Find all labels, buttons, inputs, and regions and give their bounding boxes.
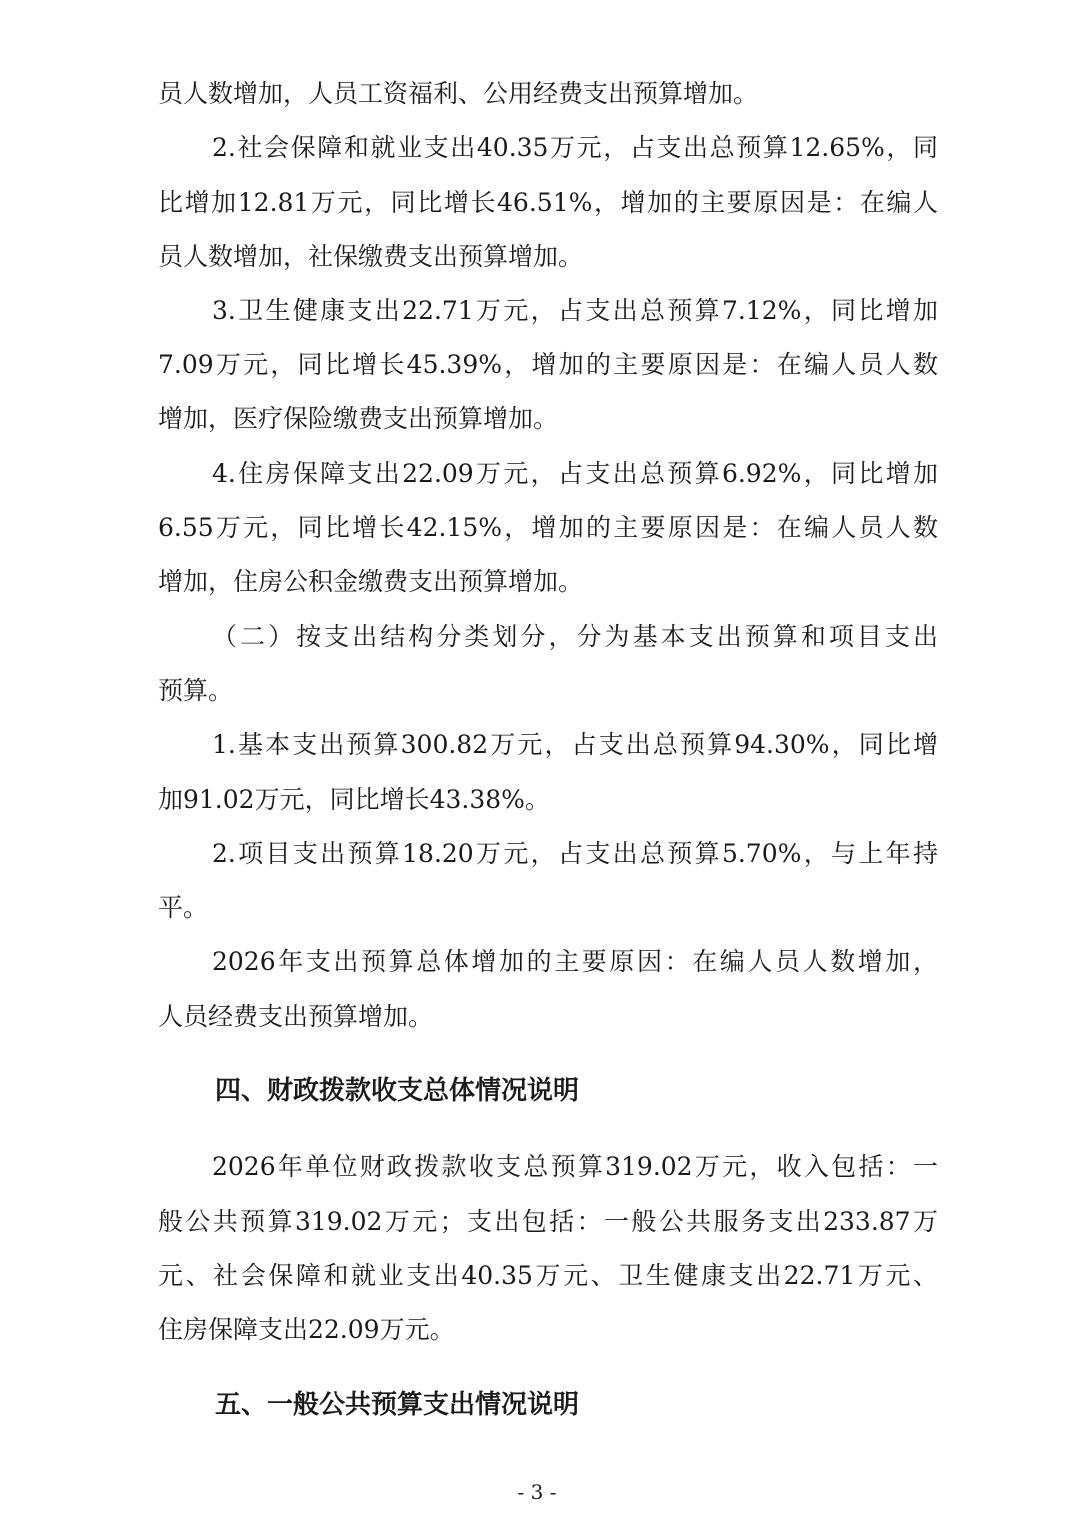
paragraph-line: 2.社会保障和就业支出40.35万元，占支出总预算12.65%，同 [212,133,938,162]
paragraph-line: 2026年单位财政拨款收支总预算319.02万元，收入包括：一 [212,1152,938,1181]
paragraph-line: 4.住房保障支出22.09万元，占支出总预算6.92%，同比增加 [212,459,938,488]
paragraph-line: 2026年支出预算总体增加的主要原因：在编人员人数增加， [212,947,938,976]
paragraph-line: 员人数增加，人员工资福利、公用经费支出预算增加。 [158,79,759,108]
paragraph-line: 2.项目支出预算18.20万元，占支出总预算5.70%，与上年持 [212,839,938,868]
paragraph-line: 6.55万元，同比增长42.15%，增加的主要原因是：在编人员人数 [158,513,938,542]
paragraph-line: 平。 [158,893,209,922]
page-number: - 3 - [517,1480,557,1504]
paragraph-line: 1.基本支出预算300.82万元，占支出总预算94.30%，同比增 [212,730,938,759]
paragraph-line: 7.09万元，同比增长45.39%，增加的主要原因是：在编人员人数 [158,350,938,379]
paragraph-line: 预算。 [158,676,234,705]
paragraph-line: 员人数增加，社保缴费支出预算增加。 [158,242,584,271]
paragraph-line: 元、社会保障和就业支出40.35万元、卫生健康支出22.71万元、 [158,1261,938,1290]
paragraph-line: 住房保障支出22.09万元。 [158,1315,455,1344]
paragraph-line: 人员经费支出预算增加。 [158,1002,434,1031]
paragraph-line: 加91.02万元，同比增长43.38%。 [158,785,550,814]
paragraph-line: （二）按支出结构分类划分，分为基本支出预算和项目支出 [212,622,938,651]
paragraph-line: 3.卫生健康支出22.71万元，占支出总预算7.12%，同比增加 [212,296,938,325]
paragraph-line: 般公共预算319.02万元；支出包括：一般公共服务支出233.87万 [158,1207,938,1236]
paragraph-line: 比增加12.81万元，同比增长46.51%，增加的主要原因是：在编人 [158,188,938,217]
paragraph-line: 增加，住房公积金缴费支出预算增加。 [158,567,584,596]
section-heading: 五、一般公共预算支出情况说明 [215,1390,580,1420]
section-heading: 四、财政拨款收支总体情况说明 [215,1076,580,1106]
paragraph-line: 增加，医疗保险缴费支出预算增加。 [158,404,559,433]
